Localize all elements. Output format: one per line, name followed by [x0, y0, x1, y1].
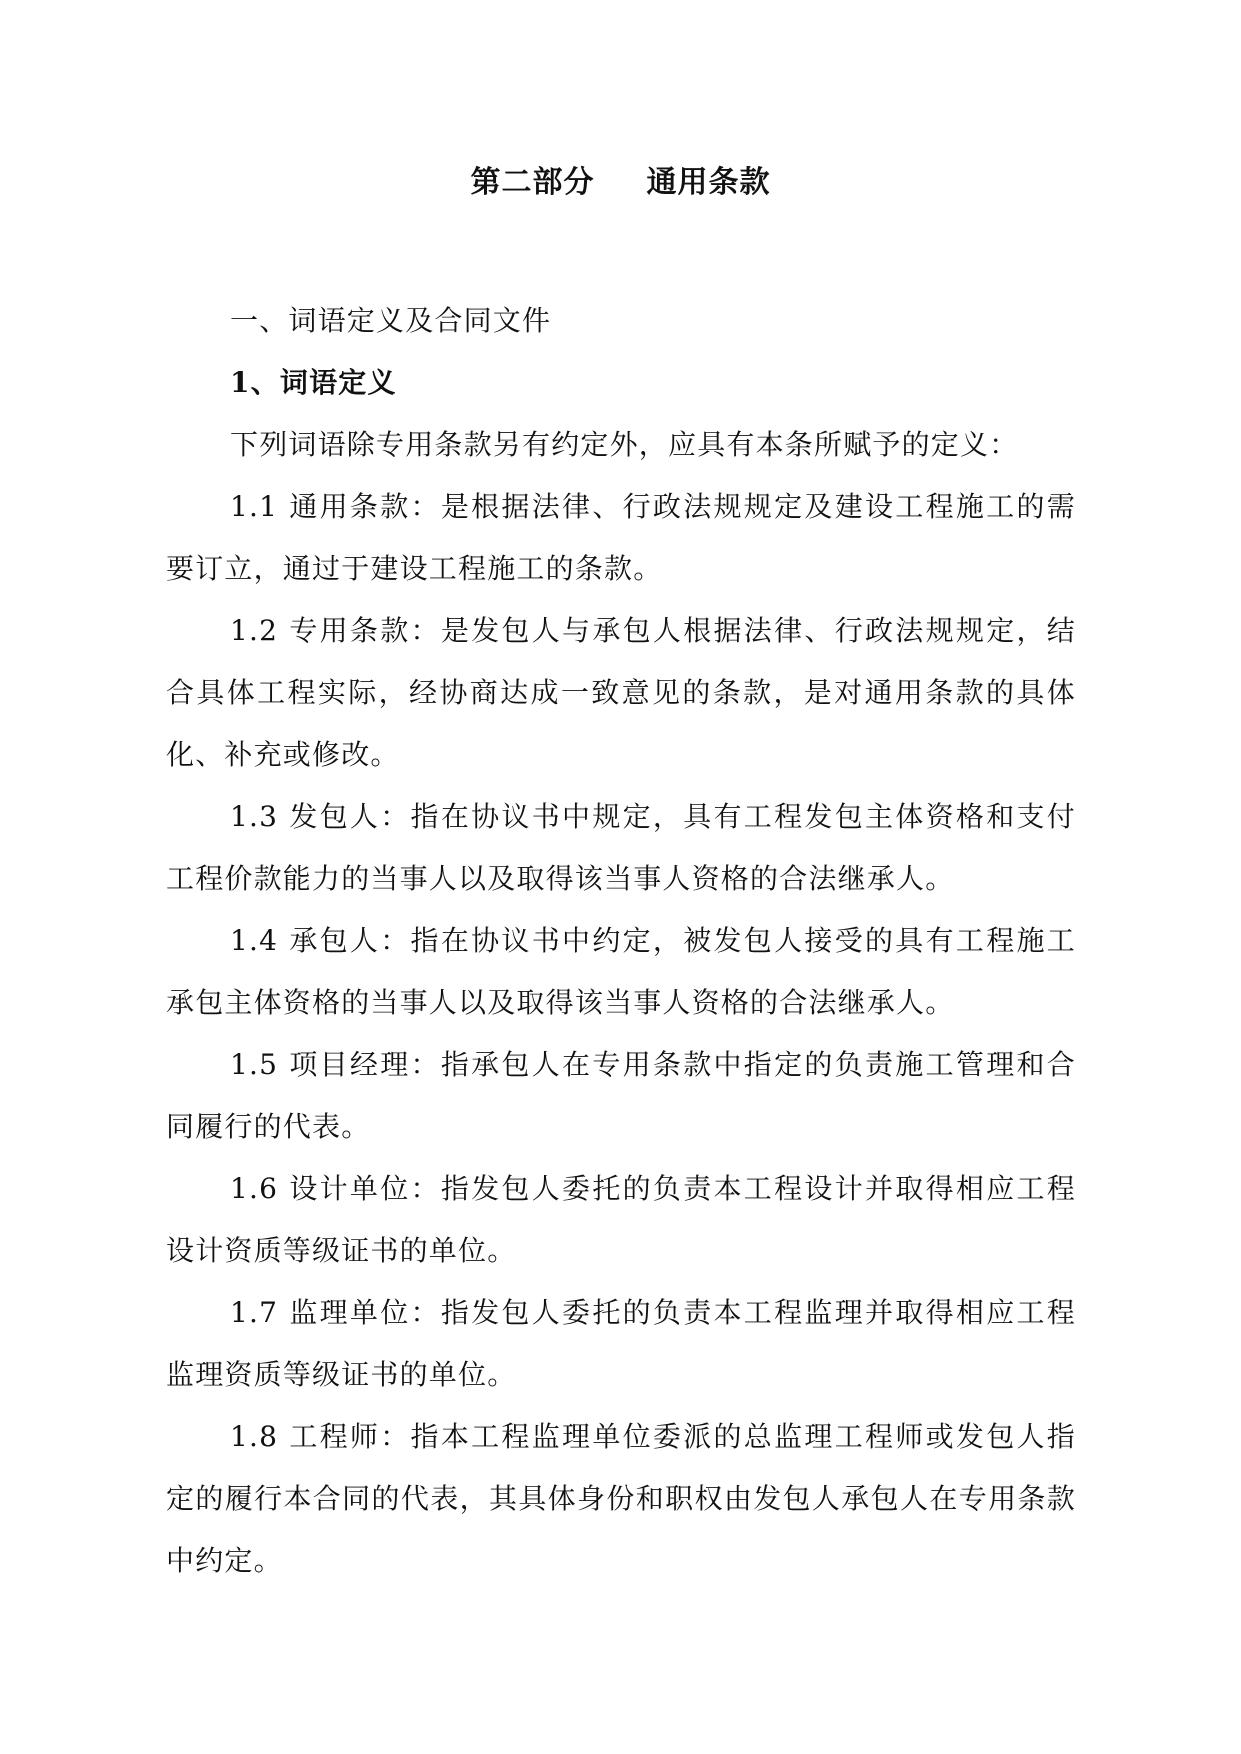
- clause-1-3: 1.3 发包人：指在协议书中规定，具有工程发包主体资格和支付工程价款能力的当事人以及取得该当事人资格的合法继承人。: [166, 800, 1076, 895]
- clause-1-2: 1.2 专用条款：是发包人与承包人根据法律、行政法规规定，结合具体工程实际，经协商达成一致意见的条款，是对通用条款的具体化、补充或修改。: [166, 614, 1076, 771]
- clause-1-6: 1.6 设计单位：指发包人委托的负责本工程设计并取得相应工程设计资质等级证书的单位。: [166, 1172, 1076, 1267]
- clause-1-1: 1.1 通用条款：是根据法律、行政法规规定及建设工程施工的需要订立，通过于建设工程施工的条款。: [166, 490, 1076, 585]
- page-title: [0, 158, 1241, 208]
- clause-1-8: 1.8 工程师：指本工程监理单位委派的总监理工程师或发包人指定的履行本合同的代表，其具体身份和职权由发包人承包人在专用条款中约定。: [166, 1420, 1076, 1577]
- title-part: 第二部分: [470, 165, 595, 200]
- clause-1-4: 1.4 承包人：指在协议书中约定，被发包人接受的具有工程施工承包主体资格的当事人以及取得该当事人资格的合法继承人。: [166, 924, 1076, 1019]
- intro-paragraph: 下列词语除专用条款另有约定外，应具有本条所赋予的定义：: [230, 428, 1019, 461]
- clause-1-7: 1.7 监理单位：指发包人委托的负责本工程监理并取得相应工程监理资质等级证书的单位。: [166, 1296, 1076, 1391]
- subsection-heading: 1、词语定义: [230, 366, 397, 399]
- section-heading: 一、词语定义及合同文件: [230, 304, 552, 337]
- clause-1-5: 1.5 项目经理：指承包人在专用条款中指定的负责施工管理和合同履行的代表。: [166, 1048, 1076, 1143]
- document-body: [166, 290, 1076, 1592]
- title-name: 通用条款: [646, 165, 771, 200]
